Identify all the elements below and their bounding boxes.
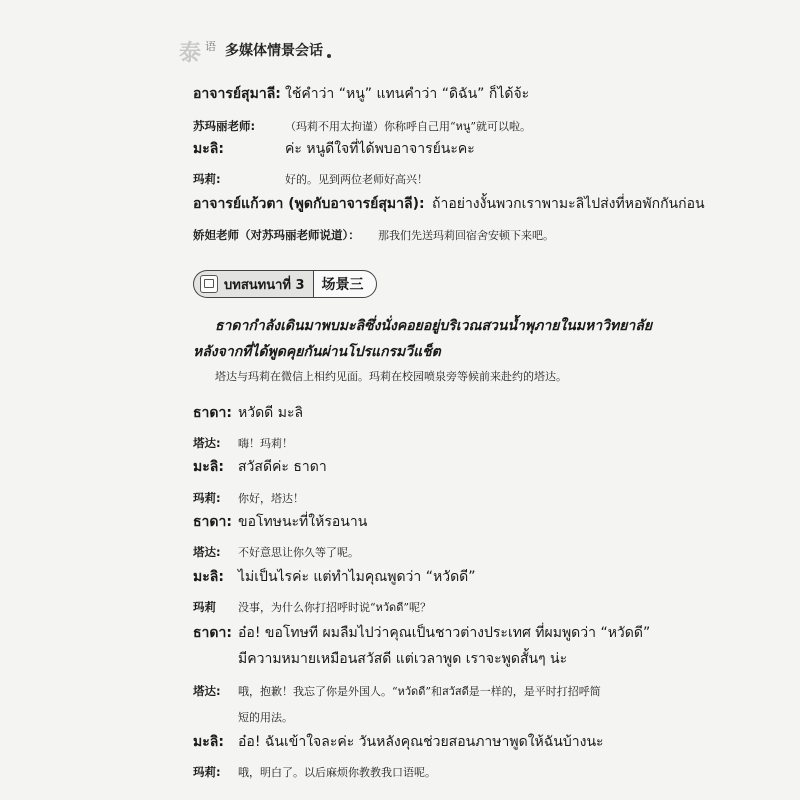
speaker-label: ธาดา: bbox=[193, 625, 232, 641]
dialogue-line-text bbox=[238, 402, 303, 424]
dialogue-text: 哦，明白了。以后麻烦你教教我口语呢。 bbox=[238, 766, 436, 779]
speaker-label: 塔达: bbox=[193, 436, 221, 450]
dialogue-line bbox=[193, 115, 255, 134]
dialogue-text: อ๋อ! ขอโทษที ผมลืมไปว่าคุณเป็นชาวต่างประเทศ ที่ผมพูดว่า “หวัดดี” bbox=[238, 625, 651, 641]
dialogue-line bbox=[193, 541, 221, 560]
header-dot bbox=[327, 54, 331, 58]
dialogue-line-text bbox=[238, 566, 476, 588]
narration-th-line2: หลังจากที่ได้พูดคุยกันผ่านโปรแกรมวีแช็ต bbox=[193, 344, 441, 360]
dialogue-text: ถ้าอย่างงั้นพวกเราพามะลิไปส่งที่หอพักกันก่อน bbox=[432, 196, 705, 212]
dialogue-text: ค่ะ หนูดีใจที่ได้พบอาจารย์นะคะ bbox=[285, 141, 475, 157]
dialogue-line-text bbox=[238, 761, 436, 780]
dialogue-line-text-cont bbox=[238, 706, 293, 725]
dialogue-line bbox=[193, 224, 360, 243]
narration-th-line1: ธาดากำลังเดินมาพบมะลิซึ่งนั่งคอยอยู่บริเวณสวนน้ำพุภายในมหาวิทยาลัย bbox=[215, 318, 653, 334]
dialogue-line-text bbox=[285, 83, 529, 105]
dialogue-line-text bbox=[285, 115, 531, 135]
scene-narration bbox=[215, 315, 652, 337]
scene-label-pill bbox=[193, 270, 313, 298]
dialogue-line bbox=[193, 680, 221, 699]
scene-icon bbox=[200, 275, 218, 293]
dialogue-line bbox=[193, 622, 232, 644]
dialogue-text: ใช้คำว่า “หนู” แทนคำว่า “ดิฉัน” ก็ได้จ้ะ bbox=[285, 86, 530, 102]
speaker-label: มะลิ: bbox=[193, 141, 224, 157]
speaker-label: ธาดา: bbox=[193, 514, 232, 530]
dialogue-line-text-cont bbox=[238, 648, 567, 670]
dialogue-text: อ๋อ! ฉันเข้าใจละค่ะ วันหลังคุณช่วยสอนภาษาพูดให้ฉันบ้างนะ bbox=[238, 734, 604, 750]
dialogue-text: ไม่เป็นไรค่ะ แต่ทำไมคุณพูดว่า “หวัดดี” bbox=[238, 569, 476, 585]
dialogue-line-text bbox=[238, 596, 431, 616]
speaker-label: 玛莉: bbox=[193, 172, 221, 186]
speaker-label: มะลิ: bbox=[193, 459, 224, 475]
dialogue-text: หวัดดี มะลิ bbox=[238, 405, 304, 421]
scene-label-th: บทสนทนาที่ 3 bbox=[224, 277, 305, 293]
dialogue-line-text bbox=[285, 138, 475, 160]
speaker-label: 玛莉 bbox=[193, 600, 216, 614]
speaker-label: 塔达: bbox=[193, 684, 221, 698]
dialogue-line bbox=[193, 402, 232, 424]
dialogue-text: 不好意思让你久等了呢。 bbox=[238, 546, 359, 559]
dialogue-line-text bbox=[432, 193, 705, 215]
dialogue-line bbox=[193, 432, 221, 451]
logo-small-char: 语 bbox=[205, 40, 216, 53]
page-header bbox=[175, 36, 331, 64]
speaker-label: 塔达: bbox=[193, 545, 221, 559]
logo-big-char: 泰 bbox=[179, 41, 201, 66]
scene-narration bbox=[215, 365, 567, 384]
book-title: 多媒体情景会话 bbox=[225, 43, 323, 59]
speaker-label: 苏玛丽老师: bbox=[193, 119, 256, 133]
dialogue-line-text bbox=[238, 680, 601, 700]
dialogue-line-text bbox=[238, 511, 367, 533]
dialogue-line bbox=[193, 511, 232, 533]
dialogue-text: 你好，塔达！ bbox=[238, 492, 304, 505]
speaker-label: 玛莉: bbox=[193, 491, 221, 505]
dialogue-line bbox=[193, 138, 224, 160]
scene-header bbox=[193, 270, 377, 298]
speaker-label: มะลิ: bbox=[193, 734, 224, 750]
dialogue-line-text bbox=[285, 168, 428, 187]
dialogue-text: มีความหมายเหมือนสวัสดี แต่เวลาพูด เราจะพูดสั้นๆ น่ะ bbox=[238, 651, 568, 667]
dialogue-line-text bbox=[238, 487, 304, 506]
scene-label-zh-box bbox=[313, 270, 377, 298]
dialogue-text: 没事，为什么你打招呼时说“หวัดดี”呢？ bbox=[238, 601, 431, 614]
dialogue-line bbox=[193, 168, 221, 187]
dialogue-line bbox=[193, 596, 216, 615]
speaker-label: 娇妲老师（对苏玛丽老师说道）： bbox=[193, 228, 360, 242]
dialogue-line-text bbox=[238, 541, 359, 560]
dialogue-text: （玛莉不用太拘谨）你称呼自己用“หนู”就可以啦。 bbox=[285, 120, 532, 133]
dialogue-line bbox=[193, 456, 224, 478]
dialogue-line bbox=[193, 193, 425, 215]
dialogue-line bbox=[193, 487, 221, 506]
dialogue-line-text bbox=[238, 731, 604, 753]
dialogue-line-text bbox=[238, 622, 650, 644]
dialogue-text: ขอโทษนะที่ให้รอนาน bbox=[238, 514, 368, 530]
narration-zh: 塔达与玛莉在微信上相约见面。玛莉在校园喷泉旁等候前来赴约的塔达。 bbox=[215, 370, 567, 383]
speaker-label: อาจารย์แก้วตา (พูดกับอาจารย์สุมาลี): bbox=[193, 196, 425, 212]
book-logo bbox=[175, 36, 227, 64]
speaker-label: 玛莉: bbox=[193, 765, 221, 779]
dialogue-line bbox=[193, 761, 221, 780]
dialogue-line-text bbox=[238, 432, 293, 451]
dialogue-line-text bbox=[378, 224, 554, 243]
dialogue-text: 哦，抱歉！我忘了你是外国人。“หวัดดี”和สวัสดี是一样的，是平时打招呼简 bbox=[238, 685, 601, 698]
speaker-label: ธาดา: bbox=[193, 405, 232, 421]
dialogue-line-text bbox=[238, 456, 327, 478]
dialogue-text: 好的。见到两位老师好高兴！ bbox=[285, 173, 428, 186]
dialogue-line bbox=[193, 731, 224, 753]
speaker-label: มะลิ: bbox=[193, 569, 224, 585]
dialogue-text: 嗨！玛莉！ bbox=[238, 437, 293, 450]
dialogue-text: 短的用法。 bbox=[238, 711, 293, 724]
speaker-label: อาจารย์สุมาลี: bbox=[193, 86, 281, 102]
dialogue-text: 那我们先送玛莉回宿舍安顿下来吧。 bbox=[378, 229, 554, 242]
scene-label-zh: 场景三 bbox=[321, 277, 364, 293]
dialogue-text: สวัสดีค่ะ ธาดา bbox=[238, 459, 327, 475]
dialogue-line bbox=[193, 566, 224, 588]
dialogue-line bbox=[193, 83, 281, 105]
scene-narration bbox=[193, 341, 441, 363]
